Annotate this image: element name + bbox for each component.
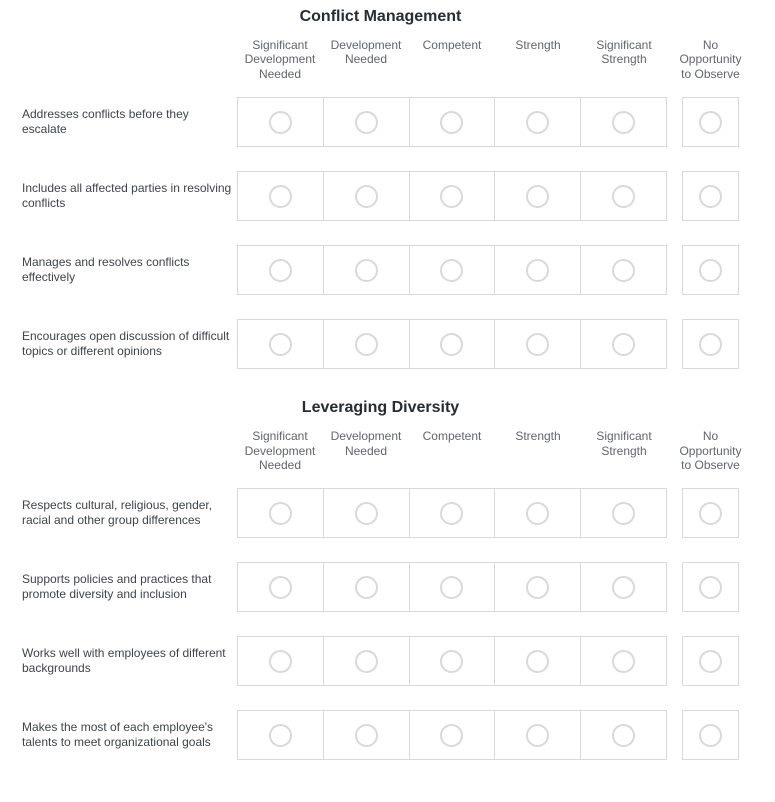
radio-icon[interactable] [440,111,463,134]
rating-cell[interactable] [323,563,409,611]
column-header-development-needed: Development Needed [330,38,402,67]
rating-cell[interactable] [580,563,666,611]
question-label: Respects cultural, religious, gender, racial and other group differences [22,497,213,528]
rating-cell-no-opportunity[interactable] [682,245,739,295]
rating-cell[interactable] [494,637,580,685]
question-row [22,562,739,612]
radio-icon[interactable] [355,259,378,282]
rating-cell[interactable] [580,711,666,759]
radio-icon[interactable] [526,576,549,599]
radio-icon[interactable] [526,259,549,282]
column-header-development-needed: Development Needed [330,429,402,458]
radio-icon[interactable] [355,576,378,599]
column-header-significant-strength: Significant Strength [596,429,652,458]
radio-icon[interactable] [269,502,292,525]
rating-scale-header [22,429,742,472]
radio-icon[interactable] [440,333,463,356]
question-row [22,710,739,760]
radio-icon[interactable] [612,576,635,599]
radio-icon[interactable] [269,333,292,356]
radio-icon[interactable] [526,333,549,356]
rating-cell[interactable] [238,711,323,759]
rating-cell[interactable] [409,637,495,685]
section-leveraging-diversity [22,399,742,760]
radio-icon[interactable] [355,502,378,525]
question-row [22,245,739,295]
question-row [22,319,739,369]
rating-cell-no-opportunity[interactable] [682,171,739,221]
column-headers [237,429,667,472]
question-row [22,171,739,221]
radio-icon[interactable] [269,259,292,282]
rating-cell[interactable] [580,246,666,294]
rating-cell[interactable] [580,98,666,146]
rating-cell[interactable] [323,320,409,368]
radio-icon[interactable] [699,576,722,599]
rating-cell-group [237,710,667,760]
rating-cell[interactable] [494,320,580,368]
radio-icon[interactable] [612,259,635,282]
radio-icon[interactable] [355,111,378,134]
column-header-strength: Strength [515,38,561,52]
rating-cell-group [237,319,667,369]
radio-icon[interactable] [526,502,549,525]
radio-icon[interactable] [699,259,722,282]
rating-cell[interactable] [580,320,666,368]
radio-icon[interactable] [440,185,463,208]
column-header-no-opportunity-to-observe: No Opportunity to Observe [679,38,742,81]
rating-cell[interactable] [323,98,409,146]
radio-icon[interactable] [526,111,549,134]
radio-icon[interactable] [355,724,378,747]
rating-cell[interactable] [238,98,323,146]
rating-cell[interactable] [238,246,323,294]
rating-cell-group [237,562,667,612]
rating-cell[interactable] [323,172,409,220]
section-title: Leveraging Diversity [301,399,460,417]
radio-icon[interactable] [269,724,292,747]
column-header-strength: Strength [515,429,561,444]
radio-icon[interactable] [699,111,722,134]
rating-cell[interactable] [323,711,409,759]
question-label: Includes all affected parties in resolving conflicts [22,180,232,211]
radio-icon[interactable] [699,724,722,747]
rating-cell[interactable] [409,489,495,537]
rating-cell[interactable] [323,637,409,685]
question-label: Makes the most of each employee's talents to meet organizational goals [22,719,214,750]
rating-cell[interactable] [580,637,666,685]
rating-cell-no-opportunity[interactable] [682,319,739,369]
rating-cell[interactable] [494,98,580,146]
rating-cell[interactable] [323,489,409,537]
question-label: Supports policies and practices that promote diversity and inclusion [22,571,212,602]
question-label: Manages and resolves conflicts effectively [22,254,190,285]
rating-cell[interactable] [494,563,580,611]
rating-cell[interactable] [238,563,323,611]
rating-cell-no-opportunity[interactable] [682,562,739,612]
radio-icon[interactable] [699,650,722,673]
rating-cell[interactable] [494,172,580,220]
radio-icon[interactable] [699,333,722,356]
radio-icon[interactable] [526,724,549,747]
rating-cell-no-opportunity[interactable] [682,710,739,760]
question-label: Encourages open discussion of difficult topics or different opinions [22,328,230,359]
question-row [22,636,739,686]
section-conflict-management [22,8,742,369]
rating-cell[interactable] [409,246,495,294]
column-header-competent: Competent [422,38,482,52]
rating-cell-no-opportunity[interactable] [682,97,739,147]
radio-icon[interactable] [526,650,549,673]
rating-cell-group [237,97,667,147]
rating-cell[interactable] [409,711,495,759]
rating-cell[interactable] [409,563,495,611]
rating-cell-group [237,636,667,686]
rating-cell-group [237,245,667,295]
radio-icon[interactable] [269,185,292,208]
radio-icon[interactable] [355,650,378,673]
rating-cell[interactable] [494,711,580,759]
rating-cell[interactable] [409,320,495,368]
rating-cell[interactable] [238,320,323,368]
rating-scale-header [22,38,742,81]
radio-icon[interactable] [269,576,292,599]
radio-icon[interactable] [440,576,463,599]
section-title: Conflict Management [299,8,462,25]
rating-cell-no-opportunity[interactable] [682,488,739,538]
column-header-no-opportunity-to-observe: No Opportunity to Observe [679,429,742,472]
radio-icon[interactable] [269,111,292,134]
question-row [22,488,739,538]
column-header-significant-strength: Significant Strength [596,38,652,67]
radio-icon[interactable] [612,724,635,747]
column-headers [237,38,667,81]
radio-icon[interactable] [269,650,292,673]
question-label: Addresses conflicts before they escalate [22,106,189,137]
rating-cell[interactable] [580,172,666,220]
radio-icon[interactable] [355,185,378,208]
rating-cell[interactable] [494,489,580,537]
column-header-significant-development-needed: Significant Development Needed [244,429,316,472]
rating-cell[interactable] [238,637,323,685]
radio-icon[interactable] [612,185,635,208]
rating-cell[interactable] [238,172,323,220]
column-header-competent: Competent [422,429,482,444]
rating-cell[interactable] [409,98,495,146]
question-row [22,97,739,147]
rating-cell[interactable] [494,246,580,294]
question-label: Works well with employees of different backgrounds [22,645,226,676]
radio-icon[interactable] [699,502,722,525]
radio-icon[interactable] [440,502,463,525]
radio-icon[interactable] [612,111,635,134]
radio-icon[interactable] [440,650,463,673]
rating-cell[interactable] [580,489,666,537]
radio-icon[interactable] [526,185,549,208]
radio-icon[interactable] [355,333,378,356]
radio-icon[interactable] [612,333,635,356]
rating-cell[interactable] [323,246,409,294]
column-header-significant-development-needed: Significant Development Needed [244,38,316,81]
radio-icon[interactable] [699,185,722,208]
rating-cell-no-opportunity[interactable] [682,636,739,686]
radio-icon[interactable] [612,650,635,673]
rating-cell-group [237,488,667,538]
radio-icon[interactable] [440,724,463,747]
rating-cell[interactable] [238,489,323,537]
radio-icon[interactable] [612,502,635,525]
radio-icon[interactable] [440,259,463,282]
rating-cell-group [237,171,667,221]
rating-cell[interactable] [409,172,495,220]
